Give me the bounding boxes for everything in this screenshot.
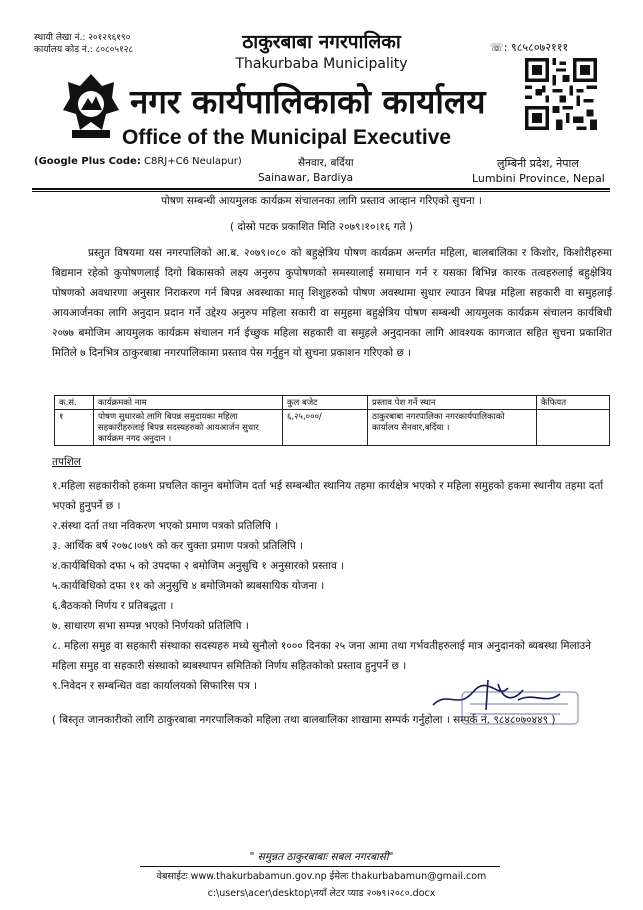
list-item: ९.निवेदन र सम्बन्धित वडा कार्यालयको सिफारिस पत्र । [52, 680, 258, 692]
list-item: ३. आर्थिक बर्ष २०७८।०७९ को कर चुक्ता प्रमाण पत्रको प्रतिलिपि । [52, 540, 304, 552]
header-divider-thin [32, 191, 610, 192]
list-item: ६.बैठकको निर्णय र प्रतिबद्धता । [52, 600, 174, 612]
office-title-english: Office of the Municipal Executive [122, 126, 452, 149]
province-english: Lumbini Province, Nepal [472, 172, 605, 185]
office-code: कार्यालय कोड नं.: ८०८०५१२८ [34, 45, 134, 55]
col-header-budget: कुल बजेट [283, 396, 368, 410]
notice-subject: पोषण सम्बन्धी आयमुलक कार्यक्रम संचालनका लागि प्रस्ताव आव्हान गरिएको सुचना । [161, 195, 482, 207]
table-row [55, 410, 610, 446]
gpc-value: C8RJ+C6 Neulapur) [140, 156, 242, 167]
notice-paragraph: प्रस्तुत विषयमा यस नगरपालिको आ.ब. २०७९।०८० को बहुक्षेत्रिय पोषण कार्यक्रम अन्तर्गत महिला, बालबालिका र किशोर, किशोरीहरुमा बिद्यमान रहेको कुपोषणलाई दिगो बिकासको लक्ष्य अनुरुप कुपोषणको समस्यालाई समाधान गर्न र यसका बिभिन्न कारक तत्वहरुलाई बहुक्षेत्रिय पोषणको अवधारणा अनुसार निराकरण गर्न बिपन्न अवस्थाका मातृ शिशुहरुको पोषण अवस्थामा सुधार ल्याउन बिपन्न महिला सहकारी वा समुहलाई आयआर्जनका लागि अनुदान प्रदान गर्ने उद्देश्य अनुरुप महिला सकारी वा समुहमा बहुक्षेत्रिय पोषण सम्बन्धी आयमुलक कार्यक्रम संचालन कार्यबिधी २०७७ बमोजिम आयमुलक कार्यक्रम संचालन गर्न ईच्छुक महिला सहकारी वा समुहले अनुदानका लागि आवश्यक कागजात सहित सुचना प्रकाशित मितिले ७ दिनभित्र ठाकुरबाबा नगरपालिकामा प्रस्ताव पेस गर्नुहुन यो सुचना प्रकाशन गरिएको छ । [52, 247, 612, 359]
col-header-remarks: कैफियत [537, 396, 610, 410]
phone-number: ☏: ९८५८०७२१११ [490, 41, 569, 54]
gpc-label: (Google Plus Code: [34, 156, 141, 167]
list-item: १.महिला सहकारीको हकमा प्रचलित कानुन बमोजिम दर्ता भई सम्बन्धीत स्थानिय तहमा कार्यक्षेत्र भएको र महिला समुहको हकमा स्थानीय तहमा दर्ता भएको हुनुपर्ने छ । [52, 480, 604, 512]
table-header-row [55, 396, 610, 410]
location-nepali: सैनवार, बर्दिया [298, 157, 354, 169]
municipality-name-english: Thakurbaba Municipality [235, 56, 408, 72]
publish-date: ( दोस्रो पटक प्रकाशित मिति २०७९।१०।१६ गते ) [230, 221, 413, 233]
location-english: Sainawar, Bardiya [258, 172, 354, 184]
list-item: ८. महिला समुह वा सहकारी संस्थाका सदस्यहरु मध्ये सुनौलो १००० दिनका २५ जना आमा तथा गर्भवतीहरुलाई मात्र अनुदानको ब्यबस्था मिलाउने महिला समुह वा सहकारी संस्थाको ब्यबस्थापन समितिको निर्णय सहितकोको प्रस्ताव हुनुपर्ने छ । [52, 640, 591, 672]
cell-remarks [537, 410, 610, 446]
cell-budget: ६,२५,०००/ [283, 410, 368, 446]
footer-file-path: c:\users\acer\desktop\नयाँ लेटर प्याड २०७९।२०८०.docx [207, 888, 436, 899]
permanent-account-number: स्थायी लेखा नं.: २०१२९६१९० [34, 33, 131, 43]
col-header-location: प्रस्ताव पेश गर्ने स्थान [368, 396, 537, 410]
cell-program: पोषण सुधारको लागि बिपन्न समुदायका महिला सहकारीहरुलाई बिपन्न सदस्यहरुको आयआर्जन सुधार कार्यक्रम नगद अनुदान । [94, 410, 283, 446]
contact-note: ( बिस्तृत जानकारीको लागि ठाकुरबाबा नगरपालिकको महिला तथा बालबालिका शाखामा सम्पर्क गर्नुहोला । सम्पर्क नं. ९८४८०७०४४९ ) [52, 714, 556, 726]
list-item: ५.कार्यबिधिको दफा ११ को अनुसुचि ४ बमोजिमको ब्यबसायिक योजना । [52, 580, 325, 592]
municipality-name-nepali: ठाकुरबाबा नगरपालिका [242, 31, 401, 53]
office-title-nepali: नगर कार्यपालिकाको कार्यालय [130, 82, 486, 121]
cell-location: ठाकुरबाबा नगरपालिका नगरकार्यपालिकाको कार्यालय सैनवार,बर्दिया । [368, 410, 537, 446]
list-item: ७. साधारण सभा सम्पन्न भएको निर्णयको प्रतिलिपि । [52, 620, 249, 632]
col-header-program: कार्यक्रमको नाम [94, 396, 283, 410]
notice-body [52, 243, 612, 363]
list-item: २.संस्था दर्ता तथा नविकरण भएको प्रमाण पत्रको प्रतिलिपि । [52, 520, 279, 532]
cell-serial: १ [55, 410, 94, 446]
attachments-title: तपशिल [52, 456, 81, 468]
attachments-list [52, 476, 612, 696]
header-divider [32, 188, 610, 190]
footer-divider [140, 866, 500, 867]
municipal-emblem-icon [62, 72, 120, 142]
province-nepali: लुम्बिनी प्रदेश, नेपाल [497, 157, 579, 170]
footer-website-email: वेबसाईटः www.thakurbabamun.gov.np ईमेलः thakurbabamun@gmail.com [156, 871, 487, 882]
google-plus-code [34, 156, 242, 167]
col-header-serial: क.सं. [55, 396, 94, 410]
list-item: ४.कार्यबिधिको दफा ५ को उपदफा २ बमोजिम अनुसुचि १ अनुसारको प्रस्ताव । [52, 560, 345, 572]
footer-motto: " समुन्नत ठाकुरबाबाः सबल नगरबासी" [249, 851, 394, 863]
program-table [54, 395, 610, 446]
